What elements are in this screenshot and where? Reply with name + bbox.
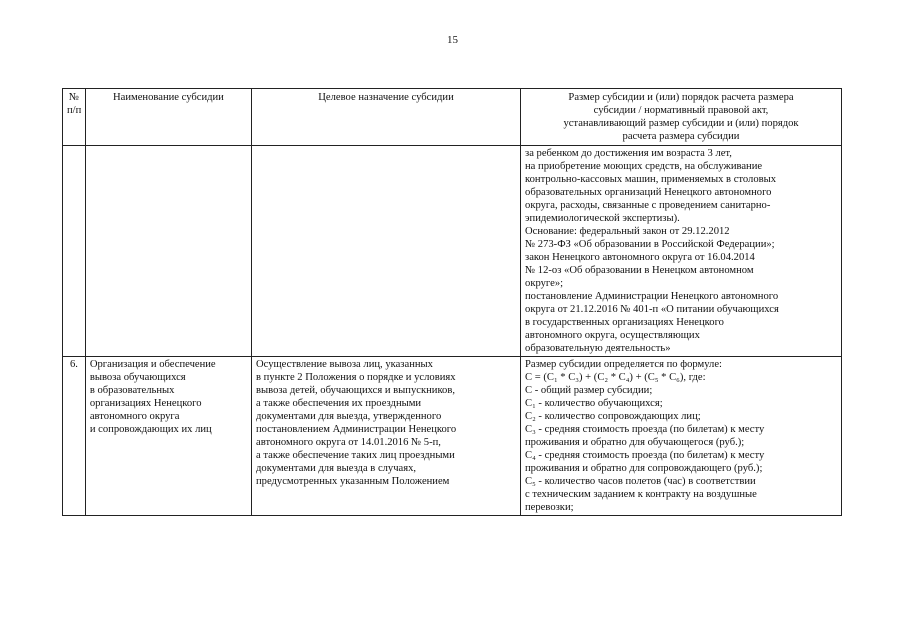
text-line: предусмотренных указанным Положением [256,476,450,487]
text-line: Осуществление вывоза лиц, указанных [256,359,433,370]
text-line: в пункте 2 Положения о порядке и условиях [256,372,456,383]
text-line: проживания и обратно для обучающегося (руб.); [525,437,745,448]
text-line: а также обеспечения их проездными [256,398,422,409]
text-line: контрольно-кассовых машин, применяемых в столовых [525,174,777,185]
text-line: документами для выезда в случаях, [256,463,417,474]
cell-num [63,357,86,516]
header-name-text: Наименование субсидии [113,92,224,103]
text-line: с техническим заданием к контракту на воздушные [525,489,757,500]
text-line: округа от 21.12.2016 № 401-п «О питании обучающихся [525,304,779,315]
text-line: закон Ненецкого автономного округа от 16.04.2014 [525,252,755,263]
text-line: С₅ - количество часов полетов (час) в соответствии [525,476,756,487]
header-size [521,89,842,146]
text-line: проживания и обратно для сопровождающего (руб.); [525,463,763,474]
text-line: округа, расходы, связанные с проведением санитарно- [525,200,771,211]
header-num-line: № [68,92,79,103]
header-num-line: п/п [67,105,82,116]
text-line: постановление Администрации Ненецкого автономного [525,291,779,302]
text-line: Размер субсидии определяется по формуле: [525,359,722,370]
page-number: 15 [447,34,458,46]
row-number: 6. [69,359,78,370]
header-size-line: субсидии / нормативный правовой акт, [593,105,769,116]
subsidy-table [62,88,842,516]
text-line: Основание: федеральный закон от 29.12.2012 [525,226,730,237]
text-line: организациях Ненецкого [89,398,202,409]
text-line: на приобретение моющих средств, на обслуживание [525,161,763,172]
header-num [63,89,86,146]
header-purpose [252,89,521,146]
header-size-line: расчета размера субсидии [622,131,740,142]
text-line: образовательных организаций Ненецкого автономного [525,187,772,198]
text-line: документами для выезда, утвержденного [256,411,442,422]
table-header-row [63,89,842,146]
text-line: С₂ - количество сопровождающих лиц; [525,411,701,422]
formula-line: С = (С₁ * С₃) + (С₂ * С₄) + (С₅ * С₆), где: [525,372,706,383]
table-row-continuation [63,146,842,357]
text-line: С₁ - количество обучающихся; [525,398,663,409]
header-purpose-text: Целевое назначение субсидии [318,92,454,103]
text-line: автономного округа [89,411,180,422]
text-line: за ребенком до достижения им возраста 3 лет, [525,148,732,159]
text-line: С₄ - средняя стоимость проезда (по билетам) к месту [525,450,765,461]
text-line: № 12-оз «Об образовании в Ненецком автономном [525,265,754,276]
text-line: округе»; [525,278,564,289]
cell-size-continuation [521,146,842,357]
text-line: автономного округа от 14.01.2016 № 5-п, [256,437,441,448]
text-line: и сопровождающих их лиц [89,424,212,435]
cell-purpose [252,357,521,516]
cell-name-empty [85,146,251,357]
cell-size [521,357,842,516]
text-line: а также обеспечение таких лиц проездными [256,450,455,461]
text-line: Организация и обеспечение [89,359,216,370]
text-line: образовательную деятельность» [525,343,671,354]
text-line: постановлением Администрации Ненецкого [256,424,457,435]
cell-purpose-empty [252,146,521,357]
header-name [85,89,251,146]
text-line: автономного округа, осуществляющих [525,330,700,341]
text-line: в государственных организациях Ненецкого [525,317,724,328]
text-line: перевозки; [525,502,574,513]
header-size-line: устанавливающий размер субсидии и (или) порядок [563,118,799,129]
text-line: С₃ - средняя стоимость проезда (по билетам) к месту [525,424,765,435]
text-line: вывоза обучающихся [89,372,186,383]
text-line: вывоза детей, обучающихся и выпускников, [256,385,455,396]
header-size-line: Размер субсидии и (или) порядок расчета размера [568,92,794,103]
table-row-6 [63,357,842,516]
cell-num-empty [63,146,86,357]
cell-name [85,357,251,516]
text-line: эпидемиологической экспертизы). [525,213,680,224]
text-line: С - общий размер субсидии; [525,385,653,396]
text-line: № 273-ФЗ «Об образовании в Российской Федерации»; [525,239,775,250]
text-line: в образовательных [89,385,175,396]
